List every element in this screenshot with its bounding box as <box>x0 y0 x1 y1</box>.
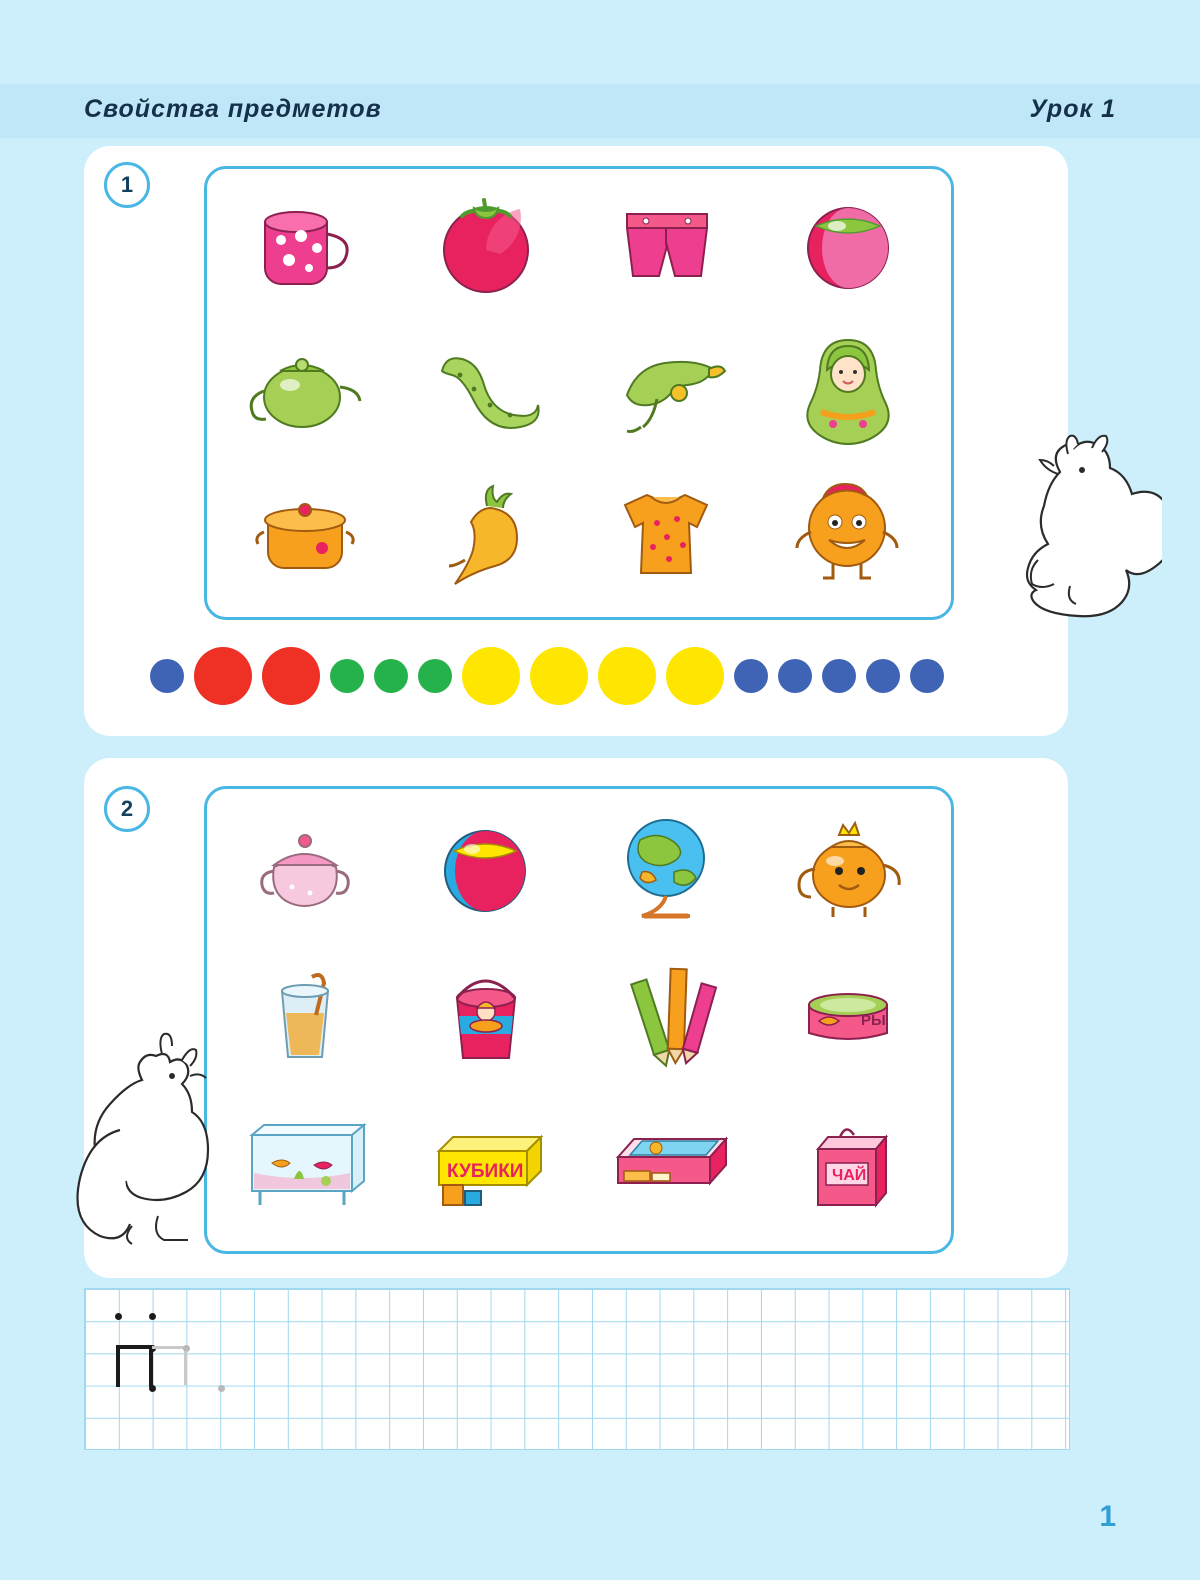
task-2-picture-grid <box>214 796 938 1238</box>
guide-dot-faded <box>218 1385 225 1392</box>
fish-can-label: РЫ <box>860 1011 886 1029</box>
item-glass-of-tea[interactable] <box>214 943 395 1090</box>
bead-2[interactable] <box>262 647 320 705</box>
task-1-number: 1 <box>104 162 150 208</box>
item-toy-gun[interactable] <box>576 319 757 462</box>
task-2-number: 2 <box>104 786 150 832</box>
blocks-box-label: КУБИКИ <box>447 1160 524 1182</box>
item-blocks-box[interactable] <box>395 1091 576 1238</box>
squirrel-illustration-right <box>942 410 1162 630</box>
bead-4[interactable] <box>374 659 408 693</box>
guide-dot <box>149 1385 156 1392</box>
bead-7[interactable] <box>530 647 588 705</box>
page-number: 1 <box>1099 1500 1116 1533</box>
bead-0[interactable] <box>150 659 184 693</box>
item-mug[interactable] <box>214 176 395 319</box>
guide-stroke <box>116 1345 152 1349</box>
bead-13[interactable] <box>866 659 900 693</box>
bead-12[interactable] <box>822 659 856 693</box>
bead-5[interactable] <box>418 659 452 693</box>
bead-8[interactable] <box>598 647 656 705</box>
item-cucumber[interactable] <box>395 319 576 462</box>
bead-10[interactable] <box>734 659 768 693</box>
bead-3[interactable] <box>330 659 364 693</box>
item-pot[interactable] <box>214 461 395 604</box>
bead-1[interactable] <box>194 647 252 705</box>
item-pencils[interactable] <box>576 943 757 1090</box>
writing-grid[interactable] <box>84 1288 1070 1450</box>
bead-9[interactable] <box>666 647 724 705</box>
bead-strip <box>150 640 1010 712</box>
guide-stroke-faded <box>152 1346 184 1349</box>
item-fish-can[interactable] <box>757 943 938 1090</box>
guide-stroke <box>149 1349 153 1387</box>
item-kettle-character[interactable] <box>757 796 938 943</box>
item-matchbox[interactable] <box>576 1091 757 1238</box>
page-title: Свойства предметов <box>84 95 382 123</box>
task-1-picture-grid <box>214 176 938 604</box>
item-ball[interactable] <box>395 796 576 943</box>
item-aquarium[interactable] <box>214 1091 395 1238</box>
tea-box-label: ЧАЙ <box>831 1166 866 1184</box>
item-toy-bucket[interactable] <box>395 943 576 1090</box>
item-shorts[interactable] <box>576 176 757 319</box>
item-turnip[interactable] <box>395 461 576 604</box>
item-ball[interactable] <box>757 176 938 319</box>
guide-stroke <box>116 1349 120 1387</box>
bead-6[interactable] <box>462 647 520 705</box>
guide-dot <box>149 1313 156 1320</box>
item-matryoshka[interactable] <box>757 319 938 462</box>
item-tomato[interactable] <box>395 176 576 319</box>
item-orange-character[interactable] <box>757 461 938 604</box>
item-tea-box[interactable] <box>757 1091 938 1238</box>
guide-stroke-faded <box>184 1351 187 1385</box>
bead-11[interactable] <box>778 659 812 693</box>
item-globe[interactable] <box>576 796 757 943</box>
item-dress[interactable] <box>576 461 757 604</box>
bead-14[interactable] <box>910 659 944 693</box>
squirrel-illustration-left <box>58 1020 238 1265</box>
guide-dot <box>115 1313 122 1320</box>
lesson-label: Урок 1 <box>1029 95 1116 123</box>
item-teapot[interactable] <box>214 319 395 462</box>
item-sugar-bowl[interactable] <box>214 796 395 943</box>
